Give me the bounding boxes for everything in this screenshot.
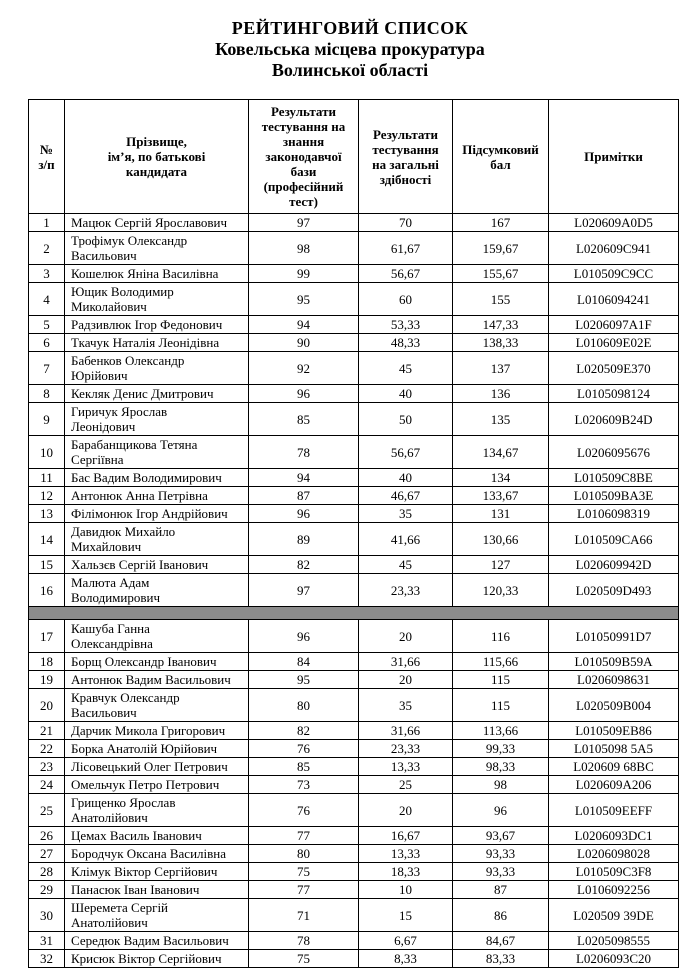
table-row	[29, 740, 679, 758]
candidate-code: L01050991D7	[549, 620, 679, 653]
professional-test-score: 80	[249, 845, 359, 863]
row-number: 28	[29, 863, 65, 881]
row-number: 13	[29, 505, 65, 523]
candidate-code: L020609B24D	[549, 403, 679, 436]
professional-test-score: 85	[249, 758, 359, 776]
candidate-name: Мацюк Сергій Ярославович	[65, 214, 249, 232]
candidate-name: Давидюк Михайло Михайлович	[65, 523, 249, 556]
row-number: 3	[29, 265, 65, 283]
candidate-code: L020609C941	[549, 232, 679, 265]
table-row	[29, 523, 679, 556]
general-test-score: 48,33	[359, 334, 453, 352]
table-row	[29, 283, 679, 316]
professional-test-score: 98	[249, 232, 359, 265]
total-score: 155,67	[453, 265, 549, 283]
candidate-code: L020509 39DE	[549, 899, 679, 932]
row-number: 6	[29, 334, 65, 352]
table-row	[29, 689, 679, 722]
total-score: 115	[453, 671, 549, 689]
table-row	[29, 232, 679, 265]
row-number: 4	[29, 283, 65, 316]
col-header-name-text: Прізвище, ім’я, по батькові кандидата	[107, 134, 206, 179]
row-number: 1	[29, 214, 65, 232]
separator-cell	[29, 607, 679, 620]
candidate-code: L010509CA66	[549, 523, 679, 556]
candidate-name: Бабенков Олександр Юрійович	[65, 352, 249, 385]
total-score: 130,66	[453, 523, 549, 556]
row-number: 9	[29, 403, 65, 436]
general-test-score: 20	[359, 620, 453, 653]
row-number: 30	[29, 899, 65, 932]
total-score: 155	[453, 283, 549, 316]
candidate-name: Дарчик Микола Григорович	[65, 722, 249, 740]
professional-test-score: 97	[249, 574, 359, 607]
professional-test-score: 84	[249, 653, 359, 671]
table-row	[29, 620, 679, 653]
candidate-name: Ткачук Наталія Леонідівна	[65, 334, 249, 352]
professional-test-score: 71	[249, 899, 359, 932]
professional-test-score: 92	[249, 352, 359, 385]
total-score: 138,33	[453, 334, 549, 352]
professional-test-score: 82	[249, 556, 359, 574]
row-number: 2	[29, 232, 65, 265]
candidate-name: Антонюк Вадим Васильович	[65, 671, 249, 689]
candidate-code: L0206095676	[549, 436, 679, 469]
professional-test-score: 80	[249, 689, 359, 722]
candidate-code: L0105098124	[549, 385, 679, 403]
candidate-code: L010509B59A	[549, 653, 679, 671]
table-row	[29, 403, 679, 436]
table-row	[29, 556, 679, 574]
general-test-score: 10	[359, 881, 453, 899]
total-score: 113,66	[453, 722, 549, 740]
general-test-score: 31,66	[359, 722, 453, 740]
candidate-code: L010509C3F8	[549, 863, 679, 881]
general-test-score: 23,33	[359, 740, 453, 758]
general-test-score: 35	[359, 689, 453, 722]
row-number: 27	[29, 845, 65, 863]
table-row	[29, 436, 679, 469]
total-score: 127	[453, 556, 549, 574]
general-test-score: 31,66	[359, 653, 453, 671]
table-row	[29, 385, 679, 403]
general-test-score: 46,67	[359, 487, 453, 505]
candidate-name: Кекляк Денис Дмитрович	[65, 385, 249, 403]
candidate-code: L010509BA3E	[549, 487, 679, 505]
professional-test-score: 96	[249, 505, 359, 523]
row-number: 24	[29, 776, 65, 794]
general-test-score: 16,67	[359, 827, 453, 845]
table-row	[29, 334, 679, 352]
candidate-name: Лісовецький Олег Петрович	[65, 758, 249, 776]
table-row	[29, 574, 679, 607]
table-row	[29, 899, 679, 932]
col-header-general-test	[359, 100, 453, 214]
total-score: 147,33	[453, 316, 549, 334]
professional-test-score: 95	[249, 283, 359, 316]
candidate-code: L010609E02E	[549, 334, 679, 352]
total-score: 87	[453, 881, 549, 899]
candidate-name: Трофімук Олександр Васильович	[65, 232, 249, 265]
candidate-name: Грищенко Ярослав Анатолійович	[65, 794, 249, 827]
candidate-code: L0205098555	[549, 932, 679, 950]
col-header-professional-test	[249, 100, 359, 214]
candidate-code: L020609A206	[549, 776, 679, 794]
table-row	[29, 794, 679, 827]
total-score: 115,66	[453, 653, 549, 671]
general-test-score: 25	[359, 776, 453, 794]
total-score: 115	[453, 689, 549, 722]
candidate-name: Омельчук Петро Петрович	[65, 776, 249, 794]
row-number: 12	[29, 487, 65, 505]
document-title: РЕЙТИНГОВИЙ СПИСОК	[231, 18, 469, 38]
candidate-code: L0206097A1F	[549, 316, 679, 334]
professional-test-score: 78	[249, 436, 359, 469]
total-score: 116	[453, 620, 549, 653]
total-score: 98	[453, 776, 549, 794]
candidate-name: Середюк Вадим Васильович	[65, 932, 249, 950]
general-test-score: 8,33	[359, 950, 453, 968]
total-score: 134	[453, 469, 549, 487]
candidate-name: Філімонюк Ігор Андрійович	[65, 505, 249, 523]
col-header-total	[453, 100, 549, 214]
col-header-name	[65, 100, 249, 214]
row-number: 21	[29, 722, 65, 740]
candidate-code: L010509C8BE	[549, 469, 679, 487]
row-number: 15	[29, 556, 65, 574]
candidate-code: L0106094241	[549, 283, 679, 316]
table-row	[29, 722, 679, 740]
table-row	[29, 214, 679, 232]
professional-test-score: 95	[249, 671, 359, 689]
table-row	[29, 469, 679, 487]
general-test-score: 50	[359, 403, 453, 436]
row-number: 14	[29, 523, 65, 556]
candidate-code: L020609A0D5	[549, 214, 679, 232]
table-body-bottom	[29, 620, 679, 968]
total-score: 134,67	[453, 436, 549, 469]
professional-test-score: 96	[249, 620, 359, 653]
row-number: 26	[29, 827, 65, 845]
table-row	[29, 827, 679, 845]
table-separator-group	[29, 607, 679, 620]
candidate-name: Борщ Олександр Іванович	[65, 653, 249, 671]
candidate-name: Клімук Віктор Сергійович	[65, 863, 249, 881]
general-test-score: 23,33	[359, 574, 453, 607]
candidate-name: Кравчук Олександр Васильович	[65, 689, 249, 722]
candidate-code: L0206098028	[549, 845, 679, 863]
table-row	[29, 653, 679, 671]
candidate-code: L0106092256	[549, 881, 679, 899]
candidate-code: L0206093DC1	[549, 827, 679, 845]
row-number: 17	[29, 620, 65, 653]
general-test-score: 13,33	[359, 845, 453, 863]
col-header-number	[29, 100, 65, 214]
candidate-name: Бас Вадим Володимирович	[65, 469, 249, 487]
table-row	[29, 881, 679, 899]
table-row	[29, 671, 679, 689]
total-score: 159,67	[453, 232, 549, 265]
table-row	[29, 265, 679, 283]
general-test-score: 20	[359, 794, 453, 827]
total-score: 86	[453, 899, 549, 932]
total-score: 136	[453, 385, 549, 403]
table-row	[29, 776, 679, 794]
total-score: 133,67	[453, 487, 549, 505]
general-test-score: 40	[359, 469, 453, 487]
professional-test-score: 76	[249, 794, 359, 827]
row-number: 8	[29, 385, 65, 403]
professional-test-score: 85	[249, 403, 359, 436]
professional-test-score: 76	[249, 740, 359, 758]
professional-test-score: 75	[249, 950, 359, 968]
row-number: 29	[29, 881, 65, 899]
general-test-score: 56,67	[359, 265, 453, 283]
professional-test-score: 94	[249, 316, 359, 334]
row-number: 16	[29, 574, 65, 607]
row-number: 32	[29, 950, 65, 968]
candidate-name: Кошелюк Яніна Василівна	[65, 265, 249, 283]
professional-test-score: 87	[249, 487, 359, 505]
professional-test-score: 73	[249, 776, 359, 794]
candidate-code: L0106098319	[549, 505, 679, 523]
candidate-name: Ющик Володимир Миколайович	[65, 283, 249, 316]
row-number: 22	[29, 740, 65, 758]
col-header-general-test-text: Результати тестування на загальні здібності	[372, 126, 439, 187]
col-header-professional-test-text: Результати тестування на знання законодавчої бази (професійний тест)	[261, 104, 346, 209]
row-number: 19	[29, 671, 65, 689]
candidate-code: L020609 68BC	[549, 758, 679, 776]
professional-test-score: 77	[249, 827, 359, 845]
total-score: 137	[453, 352, 549, 385]
total-score: 99,33	[453, 740, 549, 758]
professional-test-score: 77	[249, 881, 359, 899]
table-row	[29, 845, 679, 863]
row-number: 31	[29, 932, 65, 950]
general-test-score: 13,33	[359, 758, 453, 776]
candidate-name: Барабанщикова Тетяна Сергіївна	[65, 436, 249, 469]
total-score: 96	[453, 794, 549, 827]
candidate-name: Борка Анатолій Юрійович	[65, 740, 249, 758]
row-number: 7	[29, 352, 65, 385]
rating-table	[28, 99, 679, 968]
candidate-name: Радзивлюк Ігор Федонович	[65, 316, 249, 334]
candidate-code: L020509B004	[549, 689, 679, 722]
col-header-notes-text: Примітки	[584, 149, 643, 164]
general-test-score: 45	[359, 556, 453, 574]
candidate-name: Малюта Адам Володимирович	[65, 574, 249, 607]
candidate-name: Шеремета Сергій Анатолійович	[65, 899, 249, 932]
row-number: 18	[29, 653, 65, 671]
candidate-code: L0105098 5A5	[549, 740, 679, 758]
candidate-name: Панасюк Іван Іванович	[65, 881, 249, 899]
total-score: 131	[453, 505, 549, 523]
total-score: 98,33	[453, 758, 549, 776]
total-score: 84,67	[453, 932, 549, 950]
professional-test-score: 75	[249, 863, 359, 881]
total-score: 167	[453, 214, 549, 232]
total-score: 93,33	[453, 863, 549, 881]
candidate-code: L010509C9CC	[549, 265, 679, 283]
table-row	[29, 863, 679, 881]
general-test-score: 35	[359, 505, 453, 523]
general-test-score: 53,33	[359, 316, 453, 334]
general-test-score: 60	[359, 283, 453, 316]
professional-test-score: 78	[249, 932, 359, 950]
candidate-name: Хальзєв Сергій Іванович	[65, 556, 249, 574]
general-test-score: 6,67	[359, 932, 453, 950]
col-header-total-text: Підсумковий бал	[462, 141, 539, 172]
candidate-code: L0206098631	[549, 671, 679, 689]
table-row	[29, 487, 679, 505]
professional-test-score: 90	[249, 334, 359, 352]
col-header-number-text: № з/п	[38, 141, 55, 172]
professional-test-score: 89	[249, 523, 359, 556]
col-header-notes	[549, 100, 679, 214]
table-row	[29, 950, 679, 968]
general-test-score: 61,67	[359, 232, 453, 265]
general-test-score: 18,33	[359, 863, 453, 881]
candidate-code: L020509E370	[549, 352, 679, 385]
table-row	[29, 316, 679, 334]
professional-test-score: 82	[249, 722, 359, 740]
candidate-name: Антонюк Анна Петрівна	[65, 487, 249, 505]
office-name: Ковельська місцева прокуратура	[215, 39, 485, 59]
region-name: Волинської області	[271, 60, 429, 80]
professional-test-score: 96	[249, 385, 359, 403]
professional-test-score: 99	[249, 265, 359, 283]
general-test-score: 41,66	[359, 523, 453, 556]
candidate-name: Бородчук Оксана Василівна	[65, 845, 249, 863]
general-test-score: 40	[359, 385, 453, 403]
total-score: 93,33	[453, 845, 549, 863]
separator-row	[29, 607, 679, 620]
candidate-name: Цемах Василь Іванович	[65, 827, 249, 845]
document-header	[0, 18, 700, 81]
row-number: 10	[29, 436, 65, 469]
row-number: 5	[29, 316, 65, 334]
table-body-top	[29, 214, 679, 607]
candidate-code: L010509EB86	[549, 722, 679, 740]
candidate-name: Гиричук Ярослав Леонідович	[65, 403, 249, 436]
candidate-code: L020509D493	[549, 574, 679, 607]
table-row	[29, 932, 679, 950]
professional-test-score: 94	[249, 469, 359, 487]
table-row	[29, 758, 679, 776]
candidate-name: Крисюк Віктор Сергійович	[65, 950, 249, 968]
professional-test-score: 97	[249, 214, 359, 232]
general-test-score: 70	[359, 214, 453, 232]
total-score: 120,33	[453, 574, 549, 607]
table-row	[29, 352, 679, 385]
row-number: 11	[29, 469, 65, 487]
row-number: 25	[29, 794, 65, 827]
general-test-score: 20	[359, 671, 453, 689]
candidate-name: Кашуба Ганна Олександрівна	[65, 620, 249, 653]
total-score: 93,67	[453, 827, 549, 845]
general-test-score: 56,67	[359, 436, 453, 469]
row-number: 20	[29, 689, 65, 722]
table-row	[29, 505, 679, 523]
candidate-code: L010509EEFF	[549, 794, 679, 827]
row-number: 23	[29, 758, 65, 776]
candidate-code: L020609942D	[549, 556, 679, 574]
general-test-score: 45	[359, 352, 453, 385]
total-score: 135	[453, 403, 549, 436]
general-test-score: 15	[359, 899, 453, 932]
total-score: 83,33	[453, 950, 549, 968]
candidate-code: L0206093C20	[549, 950, 679, 968]
